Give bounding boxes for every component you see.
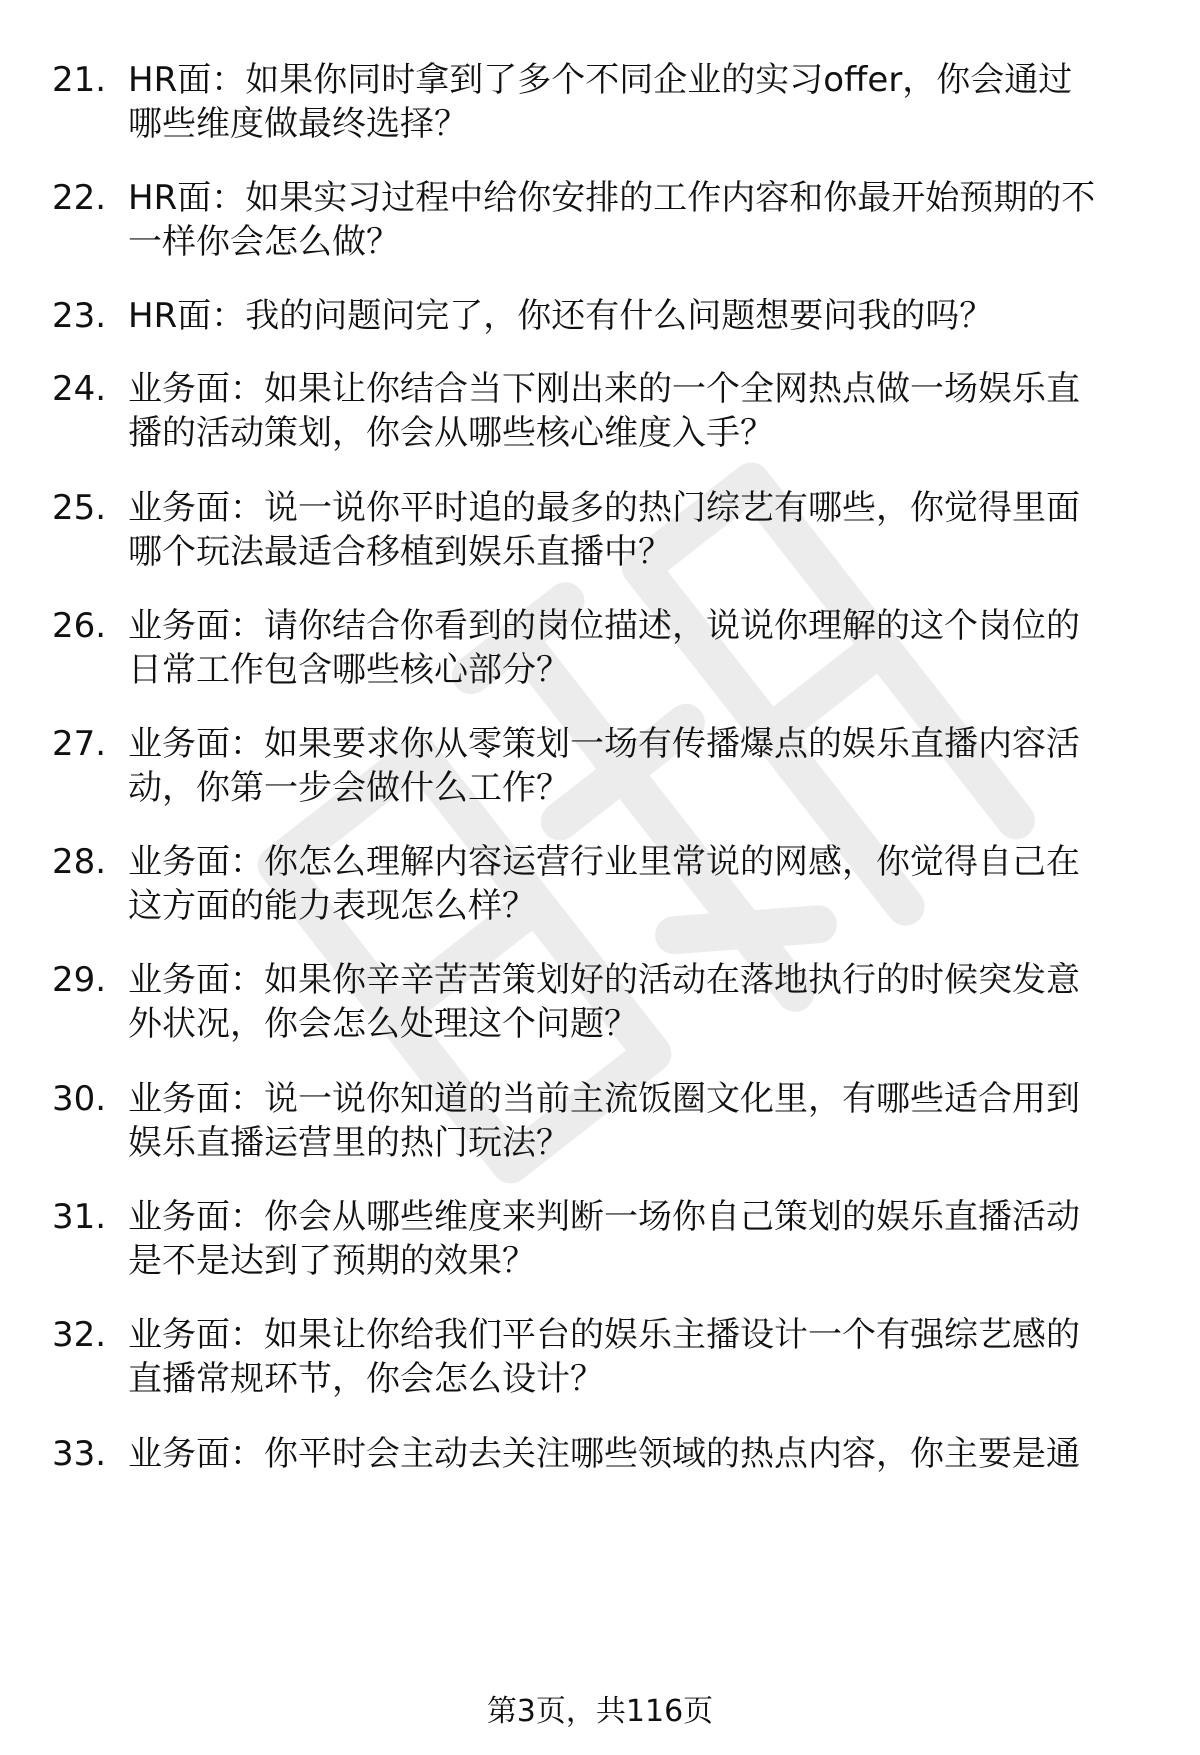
question-number: 22. <box>52 178 107 218</box>
page-indicator: 第3页，共116页 <box>486 1694 714 1729</box>
question-line: 业务面：说一说你平时追的最多的热门综艺有哪些，你觉得里面 <box>128 488 1080 528</box>
question-number: 29. <box>52 960 107 1000</box>
question-line: 业务面：你平时会主动去关注哪些领域的热点内容，你主要是通 <box>128 1434 1080 1474</box>
question-text <box>128 958 1148 1046</box>
question-number: 32. <box>52 1315 107 1355</box>
question-line: 业务面：请你结合你看到的岗位描述，说说你理解的这个岗位的 <box>128 606 1080 646</box>
question-number: 23. <box>52 296 107 336</box>
question-line: 直播常规环节，你会怎么设计？ <box>128 1359 604 1399</box>
question-line: 动，你第一步会做什么工作？ <box>128 768 570 808</box>
question-text <box>128 1432 1148 1476</box>
question-number: 25. <box>52 488 107 528</box>
question-number: 31. <box>52 1197 107 1237</box>
question-line: 哪个玩法最适合移植到娱乐直播中？ <box>128 532 672 572</box>
question-number: 28. <box>52 842 107 882</box>
question-line: 业务面：如果你辛辛苦苦策划好的活动在落地执行的时候突发意 <box>128 960 1080 1000</box>
question-line: 播的活动策划，你会从哪些核心维度入手？ <box>128 413 774 453</box>
question-text <box>128 840 1148 928</box>
question-line: 一样你会怎么做？ <box>128 222 400 262</box>
question-line: 业务面：如果要求你从零策划一场有传播爆点的娱乐直播内容活 <box>128 724 1080 764</box>
question-line: HR面：如果你同时拿到了多个不同企业的实习offer，你会通过 <box>128 60 1073 100</box>
question-number: 21. <box>52 60 107 100</box>
question-text <box>128 604 1148 692</box>
question-line: 业务面：说一说你知道的当前主流饭圈文化里，有哪些适合用到 <box>128 1079 1080 1119</box>
question-number: 24. <box>52 369 107 409</box>
question-text <box>128 367 1148 455</box>
question-line: 娱乐直播运营里的热门玩法？ <box>128 1123 570 1163</box>
question-number: 26. <box>52 606 107 646</box>
question-text <box>128 176 1148 264</box>
question-line: HR面：我的问题问完了，你还有什么问题想要问我的吗？ <box>128 296 994 336</box>
question-text <box>128 1313 1148 1401</box>
question-line: 业务面：你怎么理解内容运营行业里常说的网感，你觉得自己在 <box>128 842 1080 882</box>
question-number: 30. <box>52 1079 107 1119</box>
question-text <box>128 486 1148 574</box>
question-line: 业务面：如果让你给我们平台的娱乐主播设计一个有强综艺感的 <box>128 1315 1080 1355</box>
question-line: 这方面的能力表现怎么样？ <box>128 886 536 926</box>
question-line: 是不是达到了预期的效果？ <box>128 1241 536 1281</box>
question-number: 33. <box>52 1434 107 1474</box>
question-line: 业务面：你会从哪些维度来判断一场你自己策划的娱乐直播活动 <box>128 1197 1080 1237</box>
question-line: 外状况，你会怎么处理这个问题？ <box>128 1004 638 1044</box>
question-text <box>128 1077 1148 1165</box>
question-text <box>128 1195 1148 1283</box>
question-line: 哪些维度做最终选择？ <box>128 104 468 144</box>
question-line: HR面：如果实习过程中给你安排的工作内容和你最开始预期的不 <box>128 178 1096 218</box>
question-text <box>128 58 1148 146</box>
question-text <box>128 722 1148 810</box>
question-text <box>128 294 1148 338</box>
question-line: 业务面：如果让你结合当下刚出来的一个全网热点做一场娱乐直 <box>128 369 1080 409</box>
question-number: 27. <box>52 724 107 764</box>
question-line: 日常工作包含哪些核心部分？ <box>128 650 570 690</box>
